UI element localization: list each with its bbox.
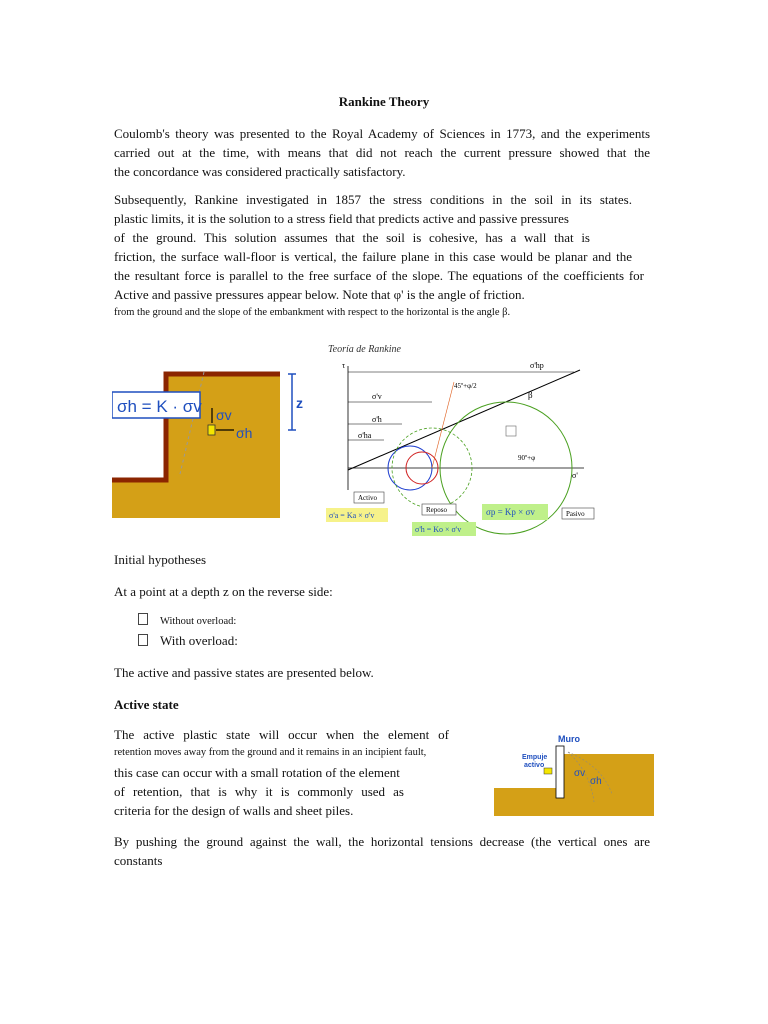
empuje-label: Empuje <box>522 754 548 761</box>
muro-label: Muro <box>558 734 580 744</box>
page-title: Rankine Theory <box>338 94 430 109</box>
rankine-mohr-diagram <box>322 340 602 540</box>
eq-passive: σp = Kp × σv <box>486 507 535 517</box>
text-line: Coulomb's theory was presented to the Royal Academy of Sciences in 1773, and the experiments <box>114 126 650 141</box>
sigma-h-label: σ'h <box>372 415 382 424</box>
wall-stress-figure <box>112 368 312 518</box>
sigma-h-label: σh <box>236 425 253 441</box>
sigma-v-label: σv <box>574 768 586 779</box>
text-line: constants <box>114 853 163 868</box>
diagram-caption: Teoría de Rankine <box>328 344 401 355</box>
angle-label-2: 90º+φ <box>518 454 536 462</box>
text-line: plastic limits, it is the solution to a stress field that predicts active and passive pressures <box>114 211 569 226</box>
activo-label: activo <box>524 762 545 769</box>
element-square <box>506 426 516 436</box>
states-text: The active and passive states are presented below. <box>114 665 374 680</box>
active-state-heading: Active state <box>114 697 179 712</box>
pasivo-label: Pasivo <box>566 510 585 518</box>
bullet-item: With overload: <box>138 633 238 649</box>
activo-label: Activo <box>358 494 378 502</box>
sigma-ha-label: σ'ha <box>358 431 372 440</box>
sigma-hp-label: σ'hp <box>530 361 544 370</box>
text-line-small: retention moves away from the ground and it remains in an incipient fault, <box>114 747 427 758</box>
text-line: this case can occur with a small rotation of the element <box>114 765 400 780</box>
text-line: of retention, that is why it is commonly used as <box>114 784 404 799</box>
tau-label: τ <box>342 361 346 370</box>
text-line: By pushing the ground against the wall, the horizontal tensions decrease (the vertical ones are <box>114 834 650 849</box>
angle-line <box>432 382 454 468</box>
text-line: of the ground. This solution assumes that the soil is cohesive, has a wall that is <box>114 230 590 245</box>
sigma-h-label: σh <box>590 776 602 787</box>
eq-active: σ'a = Ka × σ'v <box>329 511 375 520</box>
sigma-v-label: σ'v <box>372 392 382 401</box>
soil-element <box>208 425 215 435</box>
initial-hypotheses: Initial hypotheses <box>114 552 207 567</box>
sigma-axis-label: σ' <box>572 471 578 480</box>
formula-text: σh = K · σv <box>117 397 202 416</box>
beta-label: β <box>528 390 533 400</box>
bullet-item: Without overload: <box>138 613 236 628</box>
text-line: The active plastic state will occur when the element of <box>114 727 449 742</box>
eq-rest: σ'h = Ko × σ'v <box>415 525 462 534</box>
paragraph-coulomb <box>114 124 650 181</box>
reposo-label: Reposo <box>426 506 447 514</box>
text-line: friction, the surface wall-floor is vertical, the failure plane in this case would be planar and the <box>114 249 632 264</box>
depth-text: At a point at a depth z on the reverse side: <box>114 584 333 599</box>
text-line-small: from the ground and the slope of the embankment with respect to the horizontal is the angle β. <box>114 307 511 318</box>
text-line: the resultant force is parallel to the free surface of the slope. The equations of the coefficients for <box>114 268 644 283</box>
text-line: Active and passive pressures appear below. Note that φ' is the angle of friction. <box>114 287 525 302</box>
text-line: carried out at the time, with means that did not reach the current pressure showed that the <box>114 145 650 160</box>
text-line: the concordance was considered practically satisfactory. <box>114 164 406 179</box>
depth-label: z <box>296 395 303 411</box>
load-marker <box>544 768 552 774</box>
text-line: criteria for the design of walls and sheet piles. <box>114 803 354 818</box>
angle-label-1: 45º+φ/2 <box>454 382 477 390</box>
soil-shape <box>494 754 654 816</box>
active-wall-figure <box>494 732 654 820</box>
text-line: Subsequently, Rankine investigated in 1857 the stress conditions in the soil in its states. <box>114 192 632 207</box>
wall-shape <box>556 746 564 798</box>
sigma-v-label: σv <box>216 407 232 423</box>
